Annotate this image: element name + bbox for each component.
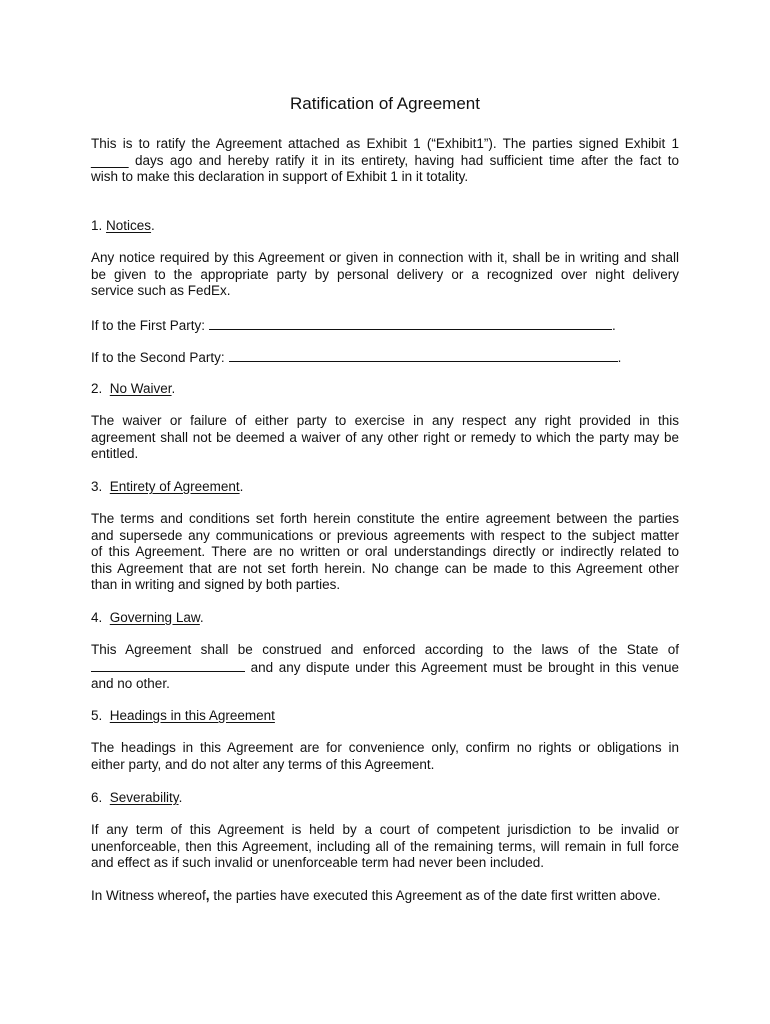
section-2-line-1: The waiver or failure of either party to exercise in any respect any right provided in this bbox=[91, 413, 679, 428]
section-3-line-5: than in writing and signed by both parties. bbox=[91, 577, 341, 592]
section-1-heading bbox=[91, 218, 155, 235]
section-1-title: Notices bbox=[106, 218, 152, 233]
second-party-label: If to the Second Party: bbox=[91, 350, 225, 365]
section-2-line-3: entitled. bbox=[91, 446, 139, 461]
days-blank: _____ bbox=[91, 152, 129, 168]
section-6-body bbox=[91, 822, 679, 872]
section-5-line-2: either party, and do not alter any terms of this Agreement. bbox=[91, 756, 435, 772]
section-2-line-2: agreement shall not be deemed a waiver of any other right or remedy to which the party may be bbox=[91, 429, 679, 445]
section-3-number: 3. bbox=[91, 479, 103, 494]
section-6-line-3: and effect as if such invalid or unenforceable term had never been included. bbox=[91, 855, 545, 870]
first-party-address-line[interactable] bbox=[209, 316, 612, 330]
section-3-line-2: and supersede any communications or previous agreements with respect to the subject matter bbox=[91, 527, 679, 543]
section-6-suffix: . bbox=[178, 790, 183, 805]
section-3-heading bbox=[91, 479, 243, 496]
witness-statement bbox=[91, 888, 661, 905]
witness-post: the parties have executed this Agreement as of the date first written above. bbox=[209, 888, 661, 903]
section-4-line-2-text: and any dispute under this Agreement must be brought in this venue bbox=[245, 659, 679, 675]
section-1-line-2: be given to the appropriate party by personal delivery or a recognized over night delivery bbox=[91, 266, 679, 282]
section-2-body bbox=[91, 413, 679, 463]
section-4-title: Governing Law bbox=[109, 610, 200, 625]
section-5-title: Headings in this Agreement bbox=[109, 708, 275, 723]
section-6-title: Severability bbox=[109, 790, 179, 805]
first-party-label: If to the First Party: bbox=[91, 318, 206, 333]
first-party-field bbox=[91, 316, 616, 335]
section-4-suffix: . bbox=[199, 610, 204, 625]
second-party-field bbox=[91, 348, 621, 367]
section-6-line-2: unenforceable, then this Agreement, including all of the remaining terms, will remain in full force bbox=[91, 838, 679, 854]
page-title: Ratification of Agreement bbox=[290, 94, 480, 113]
section-4-line-3: and no other. bbox=[91, 676, 170, 691]
intro-paragraph bbox=[91, 136, 679, 186]
section-1-number: 1. bbox=[91, 218, 103, 233]
section-2-number: 2. bbox=[91, 381, 103, 396]
section-4-number: 4. bbox=[91, 610, 103, 625]
intro-line-1: This is to ratify the Agreement attached as Exhibit 1 (“Exhibit1”). The parties signed Exhibit 1 bbox=[91, 136, 679, 151]
section-3-body bbox=[91, 511, 679, 594]
section-4-line-1: This Agreement shall be construed and enforced according to the laws of the State of bbox=[91, 642, 679, 657]
section-2-suffix: . bbox=[171, 381, 176, 396]
section-6-heading bbox=[91, 790, 182, 807]
section-6-line-1: If any term of this Agreement is held by a court of competent jurisdiction to be invalid or bbox=[91, 822, 679, 837]
section-5-line-1: The headings in this Agreement are for convenience only, confirm no rights or obligations in bbox=[91, 740, 679, 755]
witness-pre: In Witness whereof bbox=[91, 888, 206, 903]
section-3-line-3: of this Agreement. There are no written or oral understandings directly or indirectly related to bbox=[91, 544, 679, 559]
first-party-suffix: . bbox=[612, 318, 616, 333]
section-3-title: Entirety of Agreement bbox=[109, 479, 240, 494]
second-party-suffix: . bbox=[617, 350, 622, 365]
state-blank-line[interactable] bbox=[91, 659, 245, 672]
section-5-heading bbox=[91, 708, 275, 725]
section-3-suffix: . bbox=[239, 479, 244, 494]
intro-line-2 bbox=[91, 153, 679, 170]
witness-comma: , bbox=[205, 888, 210, 903]
section-4-heading bbox=[91, 610, 204, 627]
section-5-body bbox=[91, 740, 679, 773]
section-1-line-1: Any notice required by this Agreement or given in connection with it, shall be in writing and shall bbox=[91, 250, 679, 265]
second-party-address-line[interactable] bbox=[229, 348, 618, 362]
section-6-number: 6. bbox=[91, 790, 103, 805]
section-4-body bbox=[91, 642, 679, 693]
section-5-number: 5. bbox=[91, 708, 103, 723]
section-3-line-4: this Agreement that are not set forth herein. No change can be made to this Agreement other bbox=[91, 560, 679, 576]
section-3-line-1: The terms and conditions set forth herein constitute the entire agreement between the parties bbox=[91, 511, 679, 526]
section-2-heading bbox=[91, 381, 175, 398]
intro-line-2-text: days ago and hereby ratify it in its entirety, having had sufficient time after the fact to bbox=[128, 152, 679, 168]
section-1-suffix: . bbox=[151, 218, 155, 233]
intro-line-3: wish to make this declaration in support of Exhibit 1 in it totality. bbox=[91, 169, 469, 184]
section-4-line-2 bbox=[91, 659, 679, 677]
section-1-body bbox=[91, 250, 679, 300]
section-2-title: No Waiver bbox=[109, 381, 172, 396]
section-1-line-3: service such as FedEx. bbox=[91, 283, 231, 298]
